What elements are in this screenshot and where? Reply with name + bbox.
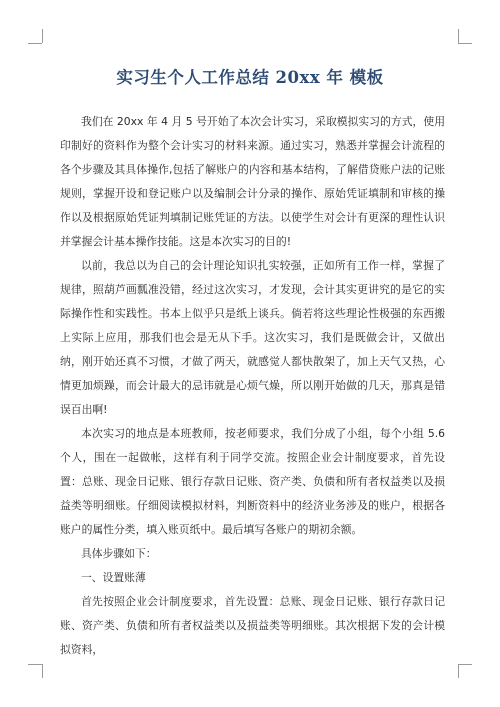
crop-mark-top-left-h bbox=[28, 43, 42, 44]
document-body bbox=[60, 110, 445, 662]
crop-mark-bottom-left-h bbox=[28, 664, 42, 665]
paragraph: 以前，我总以为自己的会计理论知识扎实较强，正如所有工作一样，掌握了规律，照葫芦画瓢准没错，经过这次实习，才发现，会计其实更讲究的是它的实际操作性和实践性。书本上似乎只是纸上谈兵。倘若将这些理论性极强的东西搬上实际上应用，那我们也会是无从下手。这次实习，我们是既做会计，又做出纳，刚开始还真不习惯，才做了两天，就感觉人都快散架了，加上天气又热，心情更加烦躁，而会计最大的忌讳就是心烦气燥，所以刚开始做的几天，那真是错误百出啊! bbox=[60, 259, 445, 416]
paragraph: 本次实习的地点是本班教师，按老师要求，我们分成了小组，每个小组 5.6 个人，围在一起做帐，这样有利于同学交流。按照企业会计制度要求，首先设置：总账、现金日记账、银行存款日记账、资产类、负债和所有者权益类以及损益类等明细账。仔细阅读模拟材料，判断资料中的经济业务涉及的账户，根据各账户的属性分类，填入账页纸中。最后填写各账户的期初余额。 bbox=[60, 427, 445, 536]
paragraph: 我们在 20xx 年 4 月 5 号开始了本次会计实习，采取模拟实习的方式，使用印制好的资料作为整个会计实习的材料来源。通过实习，熟悉并掌握会计流程的各个步骤及其具体操作,包括了解账户的内容和基本结构，了解借贷账户法的记账规则，掌握开设和登记账户以及编制会计分录的操作、原始凭证填制和审核的操作以及根据原始凭证判填制记账凭证的方法。以使学生对会计有更深的理性认识并掌握会计基本操作技能。这是本次实习的目的! bbox=[60, 115, 445, 248]
document-title: 实习生个人工作总结 20xx 年 模板 bbox=[116, 68, 384, 87]
crop-mark-bottom-left-v bbox=[42, 664, 43, 678]
section-heading: 一、设置账薄 bbox=[81, 571, 146, 584]
crop-mark-top-right-h bbox=[458, 43, 472, 44]
paragraph: 首先按照企业会计制度要求，首先设置：总账、现金日记账、银行存款日记账、资产类、负债和所有者权益类以及损益类等明细账。其次根据下发的会计模拟资料， bbox=[60, 595, 445, 656]
crop-mark-top-right-v bbox=[458, 29, 459, 43]
paragraph: 具体步骤如下： bbox=[81, 547, 157, 560]
crop-mark-top-left-v bbox=[42, 29, 43, 43]
crop-mark-bottom-right-h bbox=[458, 664, 472, 665]
crop-mark-bottom-right-v bbox=[458, 664, 459, 678]
